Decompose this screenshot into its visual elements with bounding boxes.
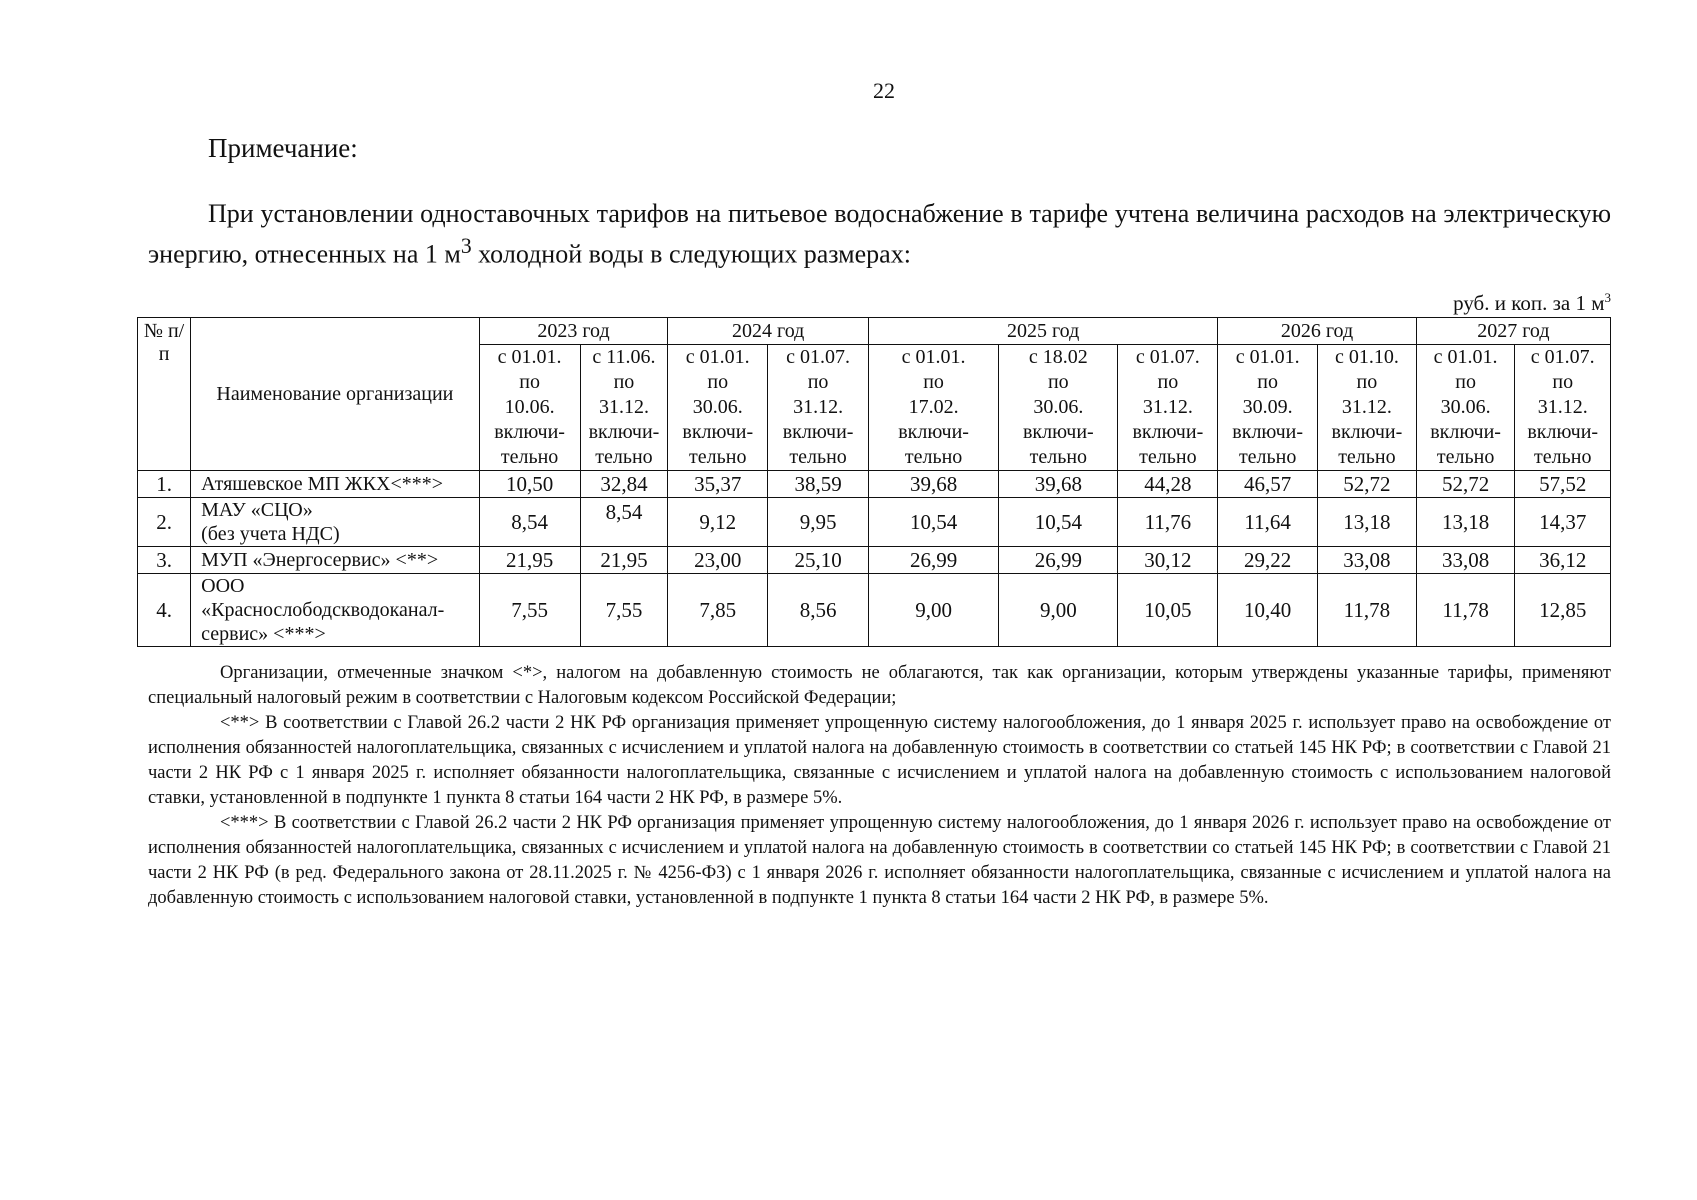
intro-tail: холодной воды в следующих размерах:: [471, 239, 911, 269]
tariff-value: 8,54: [580, 498, 668, 547]
period-header: [1318, 345, 1417, 471]
tariff-value: 26,99: [999, 547, 1118, 574]
tariff-value: 33,08: [1416, 547, 1515, 574]
name-header: Наименование организации: [191, 318, 480, 471]
tariff-value: 32,84: [580, 471, 668, 498]
period-line: тельно: [689, 446, 747, 468]
period-line: 31.12.: [793, 396, 844, 418]
tariff-value: 13,18: [1318, 498, 1417, 547]
year-header: 2023 год: [479, 318, 668, 345]
period-line: включи-: [1331, 421, 1403, 443]
period-line: по: [1455, 371, 1476, 393]
period-line: по: [1552, 371, 1574, 393]
tariff-value: 10,40: [1218, 574, 1318, 647]
period-line: по: [1047, 371, 1069, 393]
year-header: 2026 год: [1218, 318, 1416, 345]
period-line: включи-: [782, 421, 854, 443]
tariff-value: 12,85: [1515, 574, 1611, 647]
period-line: включи-: [1430, 421, 1501, 443]
period-line: 31.12.: [1142, 396, 1193, 418]
tariff-value: 11,78: [1416, 574, 1515, 647]
tariff-value: 9,95: [768, 498, 869, 547]
organization-name-line: ООО: [201, 575, 245, 597]
footnote: <***> В соответствии с Главой 26.2 части 2 НК РФ организация применяет упрощенную систему налогообложения, до 1 января 2026 г. использует право на освобождение от исполнения обязанностей налогоплательщика, связанных с исчислением и уплатой налога на добавленную стоимость в соответствии со статьей 145 НК РФ; в соответствии с Главой 21 части 2 НК РФ (в ред. Федерального закона от 28.11.2025 г. № 4256-ФЗ) с 1 января 2026 г. исполняет обязанности налогоплательщика, связанные с исчислением и уплатой налога на добавленную стоимость с использованием налоговой ставки, установленной в подпункте 1 пункта 8 статьи 164 части 2 НК РФ, в размере 5%.: [148, 813, 1611, 908]
period-line: тельно: [1338, 446, 1396, 468]
table-row: [138, 547, 1611, 574]
unit-label-text: руб. и коп. за 1 м: [1453, 291, 1605, 315]
period-header: [479, 345, 580, 471]
row-number: 1.: [138, 471, 191, 498]
period-line: 17.02.: [908, 396, 959, 418]
tariff-value: 25,10: [768, 547, 869, 574]
tariff-value: 8,54: [479, 498, 580, 547]
period-line: тельно: [1139, 446, 1197, 468]
organization-name-line: «Краснослободскводоканал-: [201, 599, 445, 621]
organization-name-line: МУП «Энергосервис» <**>: [201, 549, 439, 571]
period-line: 30.09.: [1242, 396, 1293, 418]
tariff-value: 35,37: [668, 471, 768, 498]
period-line: с 01.01.: [901, 346, 966, 368]
organization-name-line: МАУ «СЦО»: [201, 499, 313, 521]
tariff-value: 14,37: [1515, 498, 1611, 547]
period-line: по: [707, 371, 729, 393]
period-line: тельно: [789, 446, 847, 468]
row-number: 4.: [138, 574, 191, 647]
tariff-value: 11,76: [1118, 498, 1218, 547]
period-line: включи-: [898, 421, 969, 443]
tariff-value: 33,08: [1318, 547, 1417, 574]
tariff-value: 21,95: [580, 547, 668, 574]
period-line: по: [519, 371, 540, 393]
tariff-value: 11,64: [1218, 498, 1318, 547]
period-line: с 01.07.: [786, 346, 851, 368]
unit-label: [148, 290, 1611, 316]
period-line: включи-: [682, 421, 754, 443]
period-header: [768, 345, 869, 471]
period-line: 31.12.: [598, 396, 649, 418]
row-number: 3.: [138, 547, 191, 574]
period-line: 10.06.: [504, 396, 555, 418]
note-title: Примечание:: [208, 133, 358, 163]
year-header: 2024 год: [668, 318, 869, 345]
row-number: 2.: [138, 498, 191, 547]
organization-name: [191, 498, 480, 547]
period-line: тельно: [1436, 446, 1495, 468]
tariff-value: 21,95: [479, 547, 580, 574]
period-line: с 01.10.: [1334, 346, 1399, 368]
table-row: [138, 471, 1611, 498]
period-line: с 11.06.: [592, 346, 656, 368]
organization-name: [191, 471, 480, 498]
period-line: с 01.07.: [1135, 346, 1200, 368]
table-row: [138, 498, 1611, 547]
tariff-value: 10,54: [999, 498, 1118, 547]
period-line: с 01.01.: [685, 346, 750, 368]
tariff-value: 9,00: [869, 574, 999, 647]
page-number: 22: [873, 78, 895, 103]
tariff-value: 46,57: [1218, 471, 1318, 498]
period-header: [1218, 345, 1318, 471]
period-header: [668, 345, 768, 471]
tariff-value: 13,18: [1416, 498, 1515, 547]
period-line: с 01.07.: [1530, 346, 1595, 368]
period-line: по: [613, 371, 635, 393]
tariff-value: 10,50: [479, 471, 580, 498]
period-line: тельно: [595, 446, 653, 468]
tariff-value: 36,12: [1515, 547, 1611, 574]
tariff-value: 7,55: [580, 574, 668, 647]
footnote: <**> В соответствии с Главой 26.2 части 2 НК РФ организация применяет упрощенную систему налогообложения, до 1 января 2025 г. использует право на освобождение от исполнения обязанностей налогоплательщика, связанных с исчислением и уплатой налога на добавленную стоимость в соответствии со статьей 145 НК РФ; в соответствии с Главой 21 части 2 НК РФ с 1 января 2025 г. исполняет обязанности налогоплательщика, связанные с исчислением и уплатой налога на добавленную стоимость с использованием налоговой ставки, установленной в подпункте 1 пункта 8 статьи 164 части 2 НК РФ, в размере 5%.: [148, 713, 1611, 808]
tariff-value: 26,99: [869, 547, 999, 574]
tariff-value: 23,00: [668, 547, 768, 574]
period-line: включи-: [1232, 421, 1304, 443]
footnote: Организации, отмеченные значком <*>, налогом на добавленную стоимость не облагаются, так как организации, которым утверждены указанные тарифы, применяют специальный налоговый режим в соответствии с Налоговым кодексом Российской Федерации;: [148, 663, 1611, 708]
tariff-value: 52,72: [1318, 471, 1417, 498]
period-line: включи-: [1022, 421, 1094, 443]
period-header: [580, 345, 668, 471]
period-header: [999, 345, 1118, 471]
period-line: тельно: [1238, 446, 1297, 468]
unit-superscript: 3: [1604, 290, 1611, 305]
period-line: с 18.02: [1028, 346, 1088, 368]
tariff-value: 7,85: [668, 574, 768, 647]
period-line: с 01.01.: [1235, 346, 1300, 368]
intro-paragraph: [148, 198, 1611, 271]
tariff-value: 29,22: [1218, 547, 1318, 574]
period-line: тельно: [1534, 446, 1592, 468]
period-line: по: [1157, 371, 1179, 393]
intro-superscript: 3: [460, 234, 472, 258]
period-line: с 01.01.: [497, 346, 562, 368]
year-header: 2027 год: [1416, 318, 1610, 345]
period-line: с 01.01.: [1433, 346, 1498, 368]
tariff-value: 11,78: [1318, 574, 1417, 647]
tariff-value: 30,12: [1118, 547, 1218, 574]
number-header: № п/п: [138, 318, 191, 471]
tariff-value: 10,54: [869, 498, 999, 547]
tariff-value: 39,68: [999, 471, 1118, 498]
tariff-value: 44,28: [1118, 471, 1218, 498]
period-line: включи-: [494, 421, 565, 443]
period-line: по: [1356, 371, 1378, 393]
period-line: 30.06.: [1440, 396, 1491, 418]
organization-name-line: (без учета НДС): [201, 523, 340, 545]
year-header: 2025 год: [869, 318, 1218, 345]
period-header: [1515, 345, 1611, 471]
period-line: включи-: [1132, 421, 1204, 443]
period-line: тельно: [500, 446, 559, 468]
tariff-value: 9,00: [999, 574, 1118, 647]
period-header: [1118, 345, 1218, 471]
tariff-value: 8,56: [768, 574, 869, 647]
period-line: по: [923, 371, 944, 393]
tariff-value: 52,72: [1416, 471, 1515, 498]
organization-name: [191, 574, 480, 647]
period-line: по: [1257, 371, 1278, 393]
period-line: включи-: [588, 421, 660, 443]
tariff-value: 57,52: [1515, 471, 1611, 498]
footnotes: [148, 661, 1611, 911]
table-row: [138, 574, 1611, 647]
tariff-table: [137, 317, 1611, 647]
period-line: тельно: [1029, 446, 1088, 468]
period-line: 31.12.: [1537, 396, 1588, 418]
tariff-value: 38,59: [768, 471, 869, 498]
organization-name-line: сервис» <***>: [201, 623, 326, 645]
period-header: [869, 345, 999, 471]
period-line: 30.06.: [1033, 396, 1084, 418]
period-line: 30.06.: [692, 396, 743, 418]
period-header: [1416, 345, 1515, 471]
period-line: 31.12.: [1341, 396, 1392, 418]
period-line: по: [807, 371, 829, 393]
tariff-value: 39,68: [869, 471, 999, 498]
tariff-value: 10,05: [1118, 574, 1218, 647]
tariff-value: 7,55: [479, 574, 580, 647]
intro-text: При установлении одноставочных тарифов на питьевое водоснабжение в тарифе учтена величина расходов на электрическую энергию, отнесенных на 1 м: [148, 199, 1611, 269]
period-line: включи-: [1527, 421, 1599, 443]
period-line: тельно: [904, 446, 963, 468]
organization-name-line: Атяшевское МП ЖКХ<***>: [201, 473, 444, 495]
tariff-value: 9,12: [668, 498, 768, 547]
organization-name: [191, 547, 480, 574]
